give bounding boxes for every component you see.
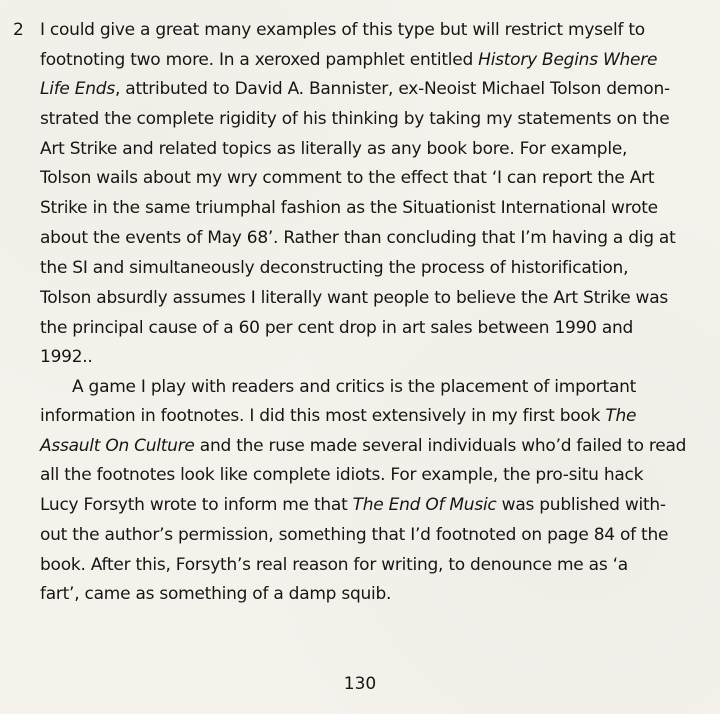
text-line-19 xyxy=(40,553,700,578)
text-line-9 xyxy=(40,256,700,281)
text-line-6 xyxy=(40,166,700,191)
text-run: information in footnotes. I did this most extensively in my first book xyxy=(40,406,606,426)
text-line-20 xyxy=(40,582,700,607)
text-line-7 xyxy=(40,196,700,221)
text-run: the principal cause of a 60 per cent drop in art sales between 1990 and xyxy=(40,318,634,338)
text-run: the SI and simultaneously deconstructing the process of historification, xyxy=(40,258,629,278)
text-line-15 xyxy=(40,434,700,459)
text-run: 1992.. xyxy=(40,347,93,367)
text-line-1 xyxy=(40,18,700,43)
text-run: and the ruse made several individuals who’d failed to read xyxy=(194,436,687,456)
text-run: strated the complete rigidity of his thinking by taking my statements on the xyxy=(40,109,670,129)
text-line-18 xyxy=(40,523,700,548)
text-run: fart’, came as something of a damp squib. xyxy=(40,584,392,604)
book-title-italic: Life Ends xyxy=(40,79,115,99)
text-run: was published with- xyxy=(496,495,666,515)
text-line-11 xyxy=(40,316,700,341)
text-run: Tolson absurdly assumes I literally want people to believe the Art Strike was xyxy=(40,288,668,308)
text-run: Strike in the same triumphal fashion as the Situationist International wrote xyxy=(40,198,658,218)
text-run: about the events of May 68’. Rather than concluding that I’m having a dig at xyxy=(40,228,676,248)
text-run: Lucy Forsyth wrote to inform me that xyxy=(40,495,353,515)
text-line-13 xyxy=(72,375,700,400)
text-run: Tolson wails about my wry comment to the effect that ‘I can report the Art xyxy=(40,168,655,188)
book-title-italic: The xyxy=(605,406,637,426)
text-run: , attributed to David A. Bannister, ex-Neoist Michael Tolson demon- xyxy=(114,79,670,99)
book-title-italic: Assault On Culture xyxy=(40,436,195,456)
text-line-12 xyxy=(40,345,700,370)
text-run: A game I play with readers and critics is the placement of important xyxy=(72,377,637,397)
book-title-italic: The End Of Music xyxy=(352,495,497,515)
text-line-17 xyxy=(40,493,700,518)
text-run: all the footnotes look like complete idiots. For example, the pro-situ hack xyxy=(40,465,644,485)
text-run: book. After this, Forsyth’s real reason for writing, to denounce me as ‘a xyxy=(40,555,628,575)
text-run: footnoting two more. In a xeroxed pamphlet entitled xyxy=(40,50,479,70)
text-line-14 xyxy=(40,404,700,429)
text-line-5 xyxy=(40,137,700,162)
text-run: I could give a great many examples of this type but will restrict myself to xyxy=(40,20,645,40)
text-line-2 xyxy=(40,48,700,73)
text-run: Art Strike and related topics as literally as any book bore. For example, xyxy=(40,139,628,159)
book-title-italic: History Begins Where xyxy=(478,50,658,70)
text-line-4 xyxy=(40,107,700,132)
page-number: 130 xyxy=(343,674,377,694)
text-line-8 xyxy=(40,226,700,251)
footnote-number: 2 xyxy=(13,20,24,40)
text-line-16 xyxy=(40,463,700,488)
text-line-3 xyxy=(40,77,700,102)
text-run: out the author’s permission, something that I’d footnoted on page 84 of the xyxy=(40,525,669,545)
text-line-10 xyxy=(40,286,700,311)
